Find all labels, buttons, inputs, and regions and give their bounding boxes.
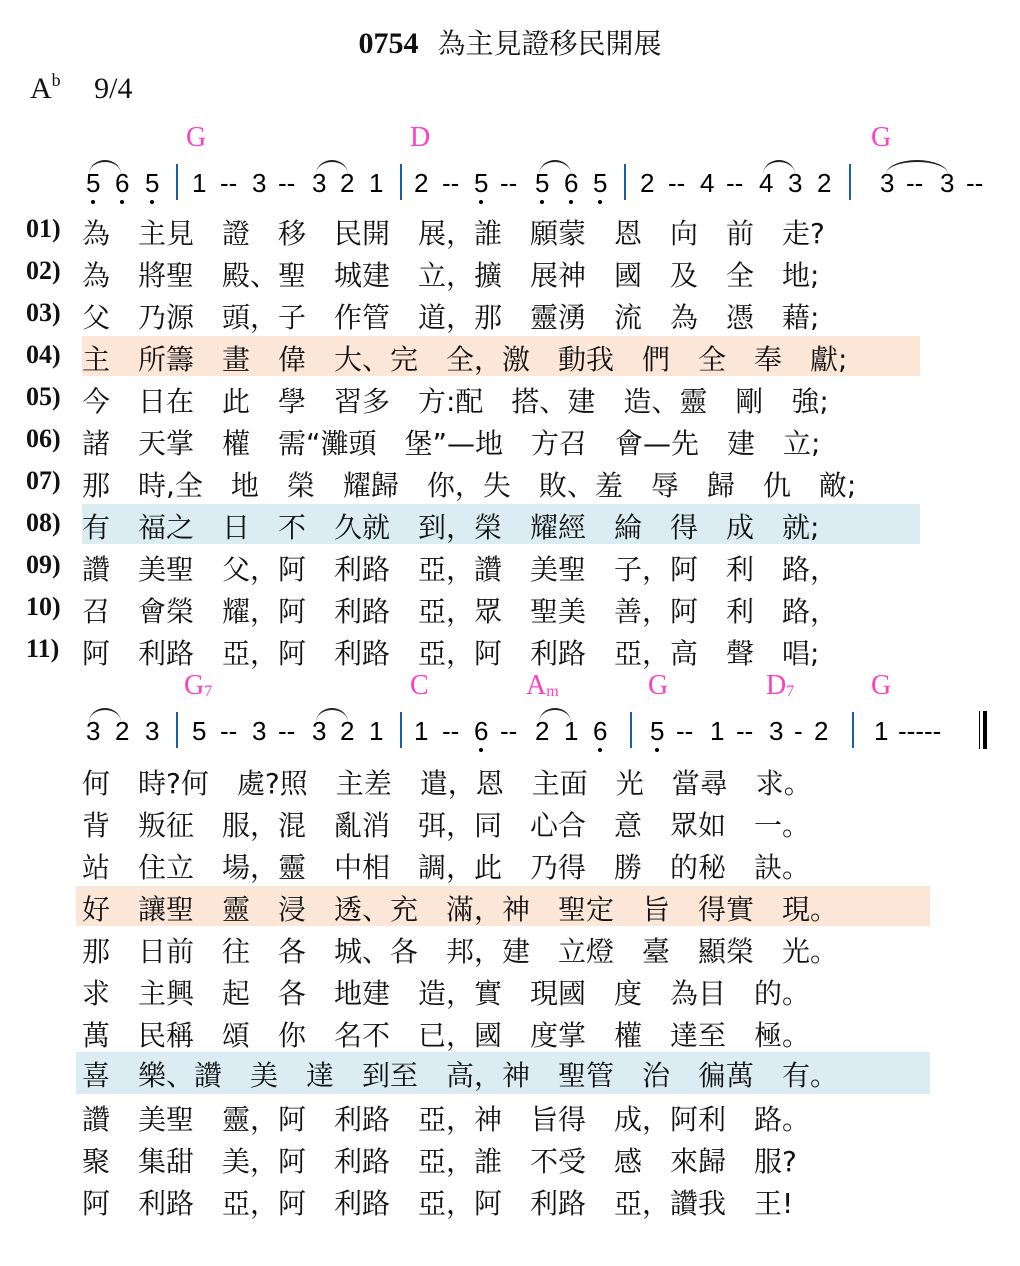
chord-symbol: G [871,670,892,701]
note: 3 [145,716,160,746]
note: 2 [340,716,355,746]
lyric-text: 聚 集甜 美，阿 利路 亞，誰 不受 感 來歸 服? [82,1145,797,1178]
lyric-row [82,844,920,884]
note: 1 [710,716,725,746]
barline [852,712,854,748]
verse-number: 07) [26,466,61,495]
dash: -- [726,168,744,198]
barline [400,712,402,748]
lyric-row [82,252,920,292]
note: 3 [252,716,267,746]
key-accidental: b [51,70,61,90]
lyric-text: 父 乃源 頭，子 作管 道，那 靈湧 流 為 憑 藉; [82,301,820,334]
verse-number: 02) [26,256,61,285]
note: 2 [814,716,829,746]
note: 5 [650,716,665,746]
note: 4 [700,168,715,198]
lyric-row [82,1180,920,1220]
note: 2 [640,168,655,198]
verse-number: 04) [26,340,61,369]
chord-symbol: D [410,122,431,153]
lyric-row [82,546,920,586]
note: 5 [192,716,207,746]
lyric-text: 站 住立 場，靈 中相 調，此 乃得 勝 的秘 訣。 [82,851,811,884]
verse-number: 03) [26,298,61,327]
note: 3 [312,168,327,198]
dash: -- [278,168,296,198]
time-signature: 9/4 [94,72,133,105]
note: 3 [252,168,267,198]
lyric-row [82,630,920,670]
chord-symbol: $A_m$ [526,670,559,701]
key-note: A [30,72,52,105]
lyric-text: 為 將聖 殿、聖 城建 立，擴 展神 國 及 全 地; [82,259,820,292]
lyric-row [82,378,920,418]
chord-symbol: G [186,122,207,153]
lyric-row-highlighted [82,336,920,376]
note: 1 [564,716,579,746]
note: 5 [535,168,550,198]
note: 5 [474,168,489,198]
verse-number: 05) [26,382,61,411]
key-signature [30,70,133,106]
lyric-row-highlighted [76,1052,930,1094]
note: 2 [535,716,550,746]
lyric-text: 主 所籌 畫 偉 大、完 全，激 動我 們 全 奉 獻; [82,343,848,376]
lyric-row [82,462,920,502]
verse-number: 10) [26,592,61,621]
lyric-row [82,210,920,250]
lyric-text: 萬 民稱 頌 你 名不 已，國 度掌 權 達至 極。 [82,1019,811,1052]
note: 3 [312,716,327,746]
verse-number: 11) [26,634,60,663]
verse-number: 08) [26,508,61,537]
lyric-text: 為 主見 證 移 民開 展，誰 願蒙 恩 向 前 走? [82,217,825,250]
dash: -- [676,716,694,746]
note: 4 [759,168,774,198]
lyric-row [82,760,920,800]
song-number: 0754 [358,27,419,60]
lyric-text: 好 讓聖 靈 浸 透、充 滿，神 聖定 旨 得實 現。 [82,893,839,926]
dash: -- [220,716,238,746]
lyric-row [82,588,920,628]
lyric-row [82,1096,920,1136]
barline [849,164,851,200]
note: 1 [414,716,429,746]
lyric-text: 阿 利路 亞，阿 利路 亞，阿 利路 亞，讚我 王! [82,1187,794,1220]
note: 3 [769,716,784,746]
dash: -- [500,168,518,198]
lyric-text: 阿 利路 亞，阿 利路 亞，阿 利路 亞，高 聲 唱; [82,637,820,670]
note: 6 [474,716,489,746]
lyric-row-highlighted [82,504,920,544]
note: 1 [192,168,207,198]
note: 2 [414,168,429,198]
chord-symbol: $D_7$ [766,670,795,701]
lyric-row [82,420,920,460]
notation-line-2 [0,716,1020,756]
verse-number: 09) [26,550,61,579]
note: 2 [115,716,130,746]
lyric-text: 今 日在 此 學 習多 方:配 搭、建 造、靈 剛 強; [82,385,829,418]
lyric-row [82,928,920,968]
lyric-text: 那 日前 往 各 城、各 邦，建 立燈 臺 顯榮 光。 [82,935,839,968]
chord-symbol: $G_7$ [184,670,213,701]
song-title [0,22,1020,62]
note: 5 [145,168,160,198]
chord-symbol: G [648,670,669,701]
note: 2 [340,168,355,198]
note: 6 [593,716,608,746]
lyric-row-highlighted [76,886,930,926]
lyric-text: 背 叛征 服，混 亂消 弭，同 心合 意 眾如 一。 [82,809,811,842]
dash: -- [500,716,518,746]
note: 1 [369,168,384,198]
lyric-row [82,1138,920,1178]
note: 1 [874,716,889,746]
lyric-text: 求 主興 起 各 地建 造，實 現國 度 為目 的。 [82,977,811,1010]
lyric-text: 讚 美聖 父，阿 利路 亞，讚 美聖 子，阿 利 路， [82,553,839,586]
barline [176,164,178,200]
song-name: 為主見證移民開展 [437,27,662,60]
lyric-row [82,1012,920,1052]
lyric-text: 何 時?何 處?照 主差 遣，恩 主面 光 當尋 求。 [82,767,812,800]
dash: -- [966,168,984,198]
note: 6 [115,168,130,198]
lyric-text: 讚 美聖 靈，阿 利路 亞，神 旨得 成，阿利 路。 [82,1103,811,1136]
lyric-text: 諸 天掌 權 需“灘頭 堡”—地 方召 會—先 建 立; [82,427,821,460]
barline [400,164,402,200]
note: 1 [369,716,384,746]
dash: -- [442,716,460,746]
dash: -- [736,716,754,746]
dash: -- [278,716,296,746]
barline [630,712,632,748]
barline [176,712,178,748]
note: 3 [788,168,803,198]
note: 5 [86,168,101,198]
lyric-row [82,294,920,334]
dash: - [794,716,803,746]
note: 6 [564,168,579,198]
chord-symbol: G [871,122,892,153]
lyric-text: 那 時,全 地 榮 耀歸 你，失 敗、羞 辱 歸 仇 敵; [82,469,857,502]
barline [624,164,626,200]
lyric-row [82,970,920,1010]
note: 3 [86,716,101,746]
notation-line-1 [0,168,1020,208]
lyric-text: 召 會榮 耀，阿 利路 亞，眾 聖美 善，阿 利 路， [82,595,839,628]
dash: -- [668,168,686,198]
dash: ----- [898,716,942,746]
dash: -- [220,168,238,198]
chord-symbol: C [410,670,429,701]
verse-number: 06) [26,424,61,453]
dash: -- [442,168,460,198]
lyric-text: 有 福之 日 不 久就 到，榮 耀經 綸 得 成 就; [82,511,820,544]
verse-number: 01) [26,214,61,243]
final-barline-thick [983,711,987,749]
note: 3 [880,168,895,198]
lyric-row [82,802,920,842]
lyric-text: 喜 樂、讚 美 達 到至 高，神 聖管 治 徧萬 有。 [82,1059,839,1092]
note: 2 [817,168,832,198]
final-barline-thin [979,711,980,749]
note: 3 [940,168,955,198]
note: 5 [593,168,608,198]
dash: -- [906,168,924,198]
